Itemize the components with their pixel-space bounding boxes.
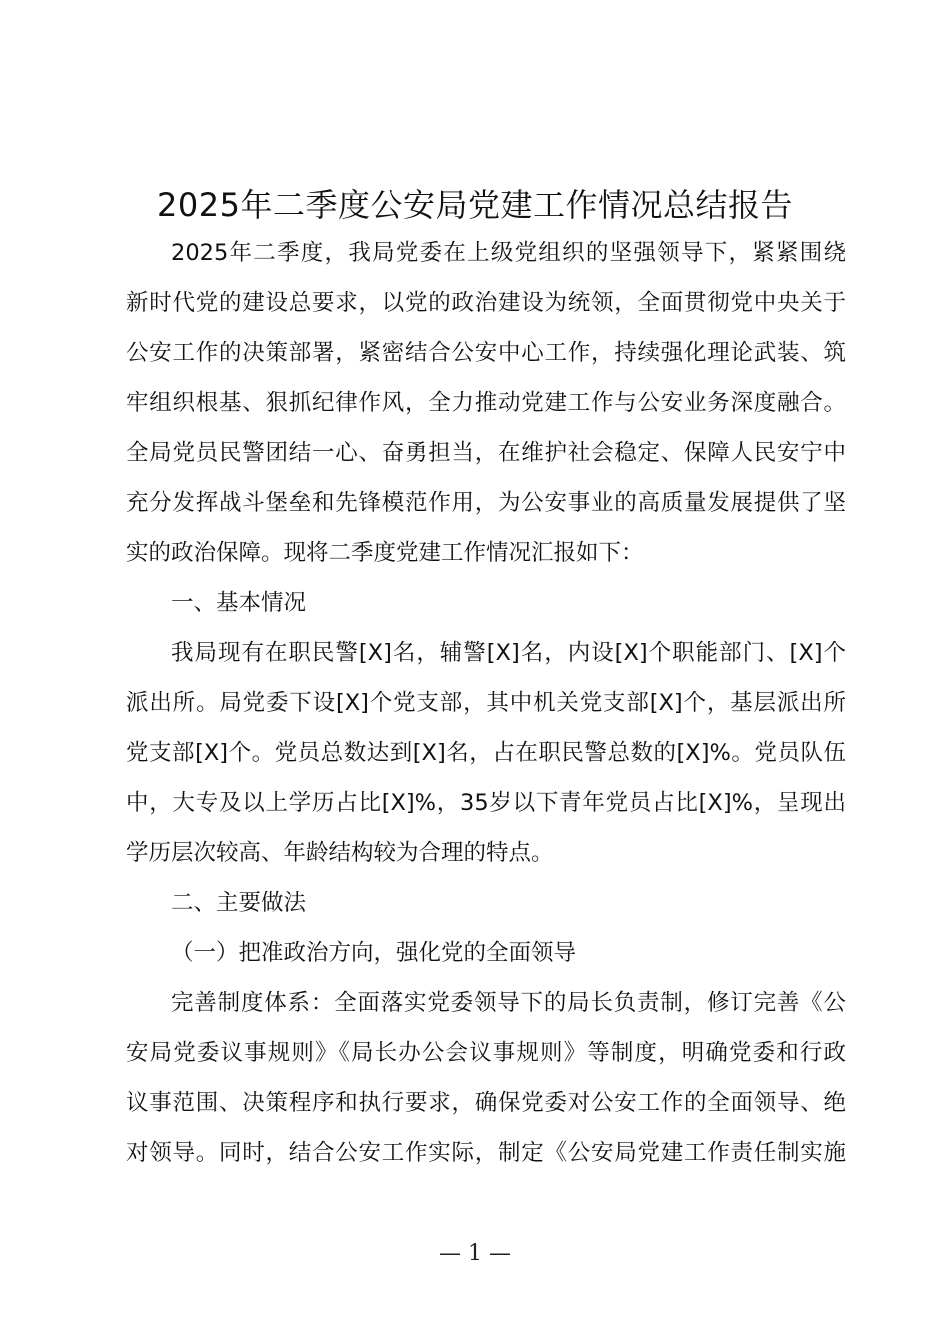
- paragraph-line: 公安工作的决策部署，紧密结合公安中心工作，持续强化理论武装、筑: [126, 340, 846, 366]
- paragraph-line: 中，大专及以上学历占比[X]%，35岁以下青年党员占比[X]%，呈现出: [126, 790, 846, 816]
- paragraph-line: 2025年二季度，我局党委在上级党组织的坚强领导下，紧紧围绕: [171, 240, 846, 266]
- paragraph-line: 对领导。同时，结合公安工作实际，制定《公安局党建工作责任制实施: [126, 1140, 846, 1166]
- document-title: 2025年二季度公安局党建工作情况总结报告: [157, 186, 793, 224]
- paragraph-line: 新时代党的建设总要求，以党的政治建设为统领，全面贯彻党中央关于: [126, 290, 846, 316]
- paragraph-line: 派出所。局党委下设[X]个党支部，其中机关党支部[X]个，基层派出所: [126, 690, 846, 716]
- paragraph-line: 我局现有在职民警[X]名，辅警[X]名，内设[X]个职能部门、[X]个: [171, 640, 846, 666]
- section-heading: 二、主要做法: [171, 890, 307, 916]
- paragraph-line: 充分发挥战斗堡垒和先锋模范作用，为公安事业的高质量发展提供了坚: [126, 490, 846, 516]
- paragraph-line: 全局党员民警团结一心、奋勇担当，在维护社会稳定、保障人民安宁中: [126, 440, 846, 466]
- paragraph-line: 牢组织根基、狠抓纪律作风，全力推动党建工作与公安业务深度融合。: [126, 390, 846, 416]
- paragraph-line: 学历层次较高、年龄结构较为合理的特点。: [126, 840, 554, 866]
- subsection-heading: （一）把准政治方向，强化党的全面领导: [171, 940, 577, 966]
- paragraph-line: 安局党委议事规则》《局长办公会议事规则》等制度，明确党委和行政: [126, 1040, 846, 1066]
- paragraph-line: 实的政治保障。现将二季度党建工作情况汇报如下：: [126, 540, 644, 566]
- section-heading: 一、基本情况: [171, 590, 307, 616]
- paragraph-line: 议事范围、决策程序和执行要求，确保党委对公安工作的全面领导、绝: [126, 1090, 846, 1116]
- paragraph-line: 完善制度体系：全面落实党委领导下的局长负责制，修订完善《公: [171, 990, 846, 1016]
- paragraph-line: 党支部[X]个。党员总数达到[X]名，占在职民警总数的[X]%。党员队伍: [126, 740, 846, 766]
- page-number: — 1 —: [439, 1241, 511, 1266]
